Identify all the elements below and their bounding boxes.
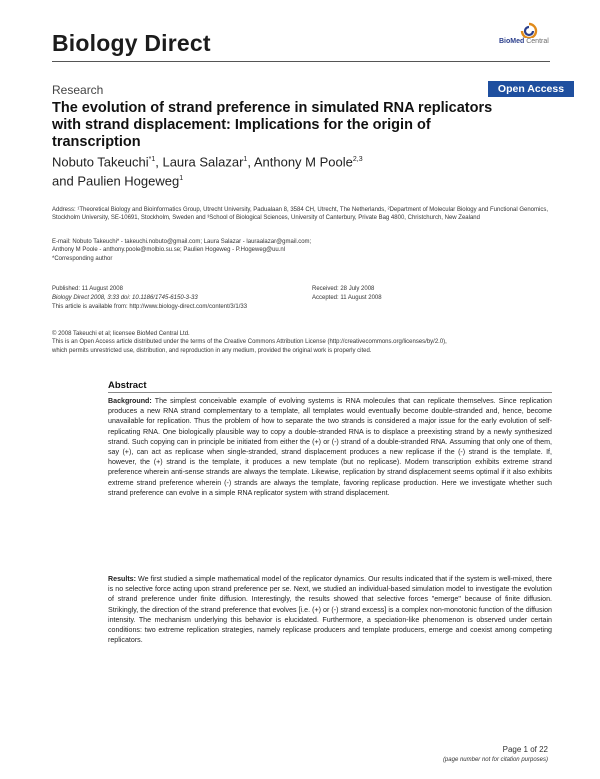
results-text: We first studied a simple mathematical model of the replicator dynamics. Our results indicated that if the system is well-mixed, there is no selective force acting upon strand preference per se. Next, we studied an individual-based simulation model to investigate the evolution of strand preference under finite diffusion. Interestingly, the results showed that selective forces "emerge" because of finite diffusion. Strikingly, the direction of the strand preference that evolves [i.e. (+) or (-) strand excess] is a complex non-monotonic function of the diffusion intensity. The mechanism underlying this behavior is elucidated. Furthermore, a speciation-like phenomenon is observed under certain conditions: two extreme replication strategies, namely replicase producers and template producers, emerge and coexist among competing replicators. [108,575,552,645]
abstract-results [108,574,552,645]
license-line: which permits unrestricted use, distribution, and reproduction in any medium, provided the original work is properly cited. [52,347,372,354]
biomed-central-logo [499,22,559,54]
abstract-background [108,396,552,498]
author-affiliation: *1 [148,156,156,163]
corresponding-note: *Corresponding author [52,255,113,262]
author-affiliation: 2,3 [352,156,363,163]
background-text: The simplest conceivable example of evolving systems is RNA molecules that can replicate themselves. Since replication produces a new RNA strand complementary to a template, all templates would eventually become double-stranded and, hence, become unavailable for replication. Thus the problem of how to separate the two strands is considered a major issue for the early evolution of self-replicating RNA. One biologically plausible way to copy a double-stranded RNA is to displace a preexisting strand by a newly synthesized strand. Such copying can in principle be initiated from either the (+) or (-) strand of a double-stranded RNA. Assuming that only one of them, say (+), can act as replicase when single-stranded, strand displacement produces a new replicase if the (-) strand is the template. If, however, the (+) strand is the template, it produces a new template (but no replicase). Modern transcription exhibits extreme strand preference wherein anti-sense strands are always the template. Likewise, replication by strand displacement seems optimal if it also exhibits extreme strand preference wherein (-) strands are always the template, favoring replicase production. Here we investigate whether such strand preference can evolve in a simple RNA replicator system with strand displacement. [108,397,552,497]
page-number: Page 1 of 22 [502,745,548,754]
license-line: This is an Open Access article distributed under the terms of the Creative Commons Attribution License (http://creativecommons.org/licenses/by/2.0), [52,339,447,346]
availability-line: This article is available from: http://www.biology-direct.com/content/3/1/33 [52,304,248,310]
abstract-heading: Abstract [108,380,147,391]
author-name: Laura Salazar [162,154,244,170]
received-date: Received: 28 July 2008 [312,286,375,292]
email-line: E-mail: Nobuto Takeuchi* - takeuchi.nobuto@gmail.com; Laura Salazar - lauraalazar@gmail.com; [52,239,312,245]
address-block: Address: ¹Theoretical Biology and Bioinformatics Group, Utrecht University, Padualaan 8, 3584 CH, Utrecht, The Netherlands, ²Department of Molecular Biology and Functional Genomics, Stockholm University, SE-10691, Stockholm, Sweden and ³School of Biological Sciences, University of Canterbury, Private Bag 4800, Christchurch, New Zealand [52,207,549,222]
header-rule [52,61,550,62]
author-separator: , [155,154,163,170]
author-affiliation: 1 [243,156,248,163]
logo-central-text: Central [524,38,549,45]
author-separator: and [52,173,78,189]
logo-bio-text: BioMed [499,38,525,45]
author-name: Nobuto Takeuchi [52,154,149,170]
copyright-line: © 2008 Takeuchi et al; licensee BioMed Central Ltd. [52,331,190,337]
article-title: The evolution of strand preference in simulated RNA replicators with strand displacement: Implications for the origin of transcription [52,100,493,150]
open-access-badge: Open Access [488,81,574,97]
accepted-date: Accepted: 11 August 2008 [312,295,382,301]
published-date: Published: 11 August 2008 [52,286,123,292]
abstract-rule [108,392,552,393]
author-name: Paulien Hogeweg [77,173,180,189]
page-note: (page number not for citation purposes) [442,757,548,763]
background-label: Background: [108,397,152,405]
journal-title: Biology Direct [52,30,211,56]
results-label: Results: [108,575,136,583]
citation-line: Biology Direct 2008, 3:33 doi: 10.1186/1745-6150-3-33 [52,295,198,301]
email-block [52,238,552,263]
author-name: Anthony M Poole [253,154,353,170]
author-list [52,151,522,190]
publication-info [52,285,198,303]
author-separator: , [247,154,254,170]
author-affiliation: 1 [179,175,184,183]
email-line: Anthony M Poole - anthony.poole@molbio.su.se; Paulien Hogeweg - P.Hogeweg@uu.nl [52,247,286,254]
copyright-block [52,330,552,355]
received-info [312,285,382,303]
section-label: Research [52,83,104,97]
